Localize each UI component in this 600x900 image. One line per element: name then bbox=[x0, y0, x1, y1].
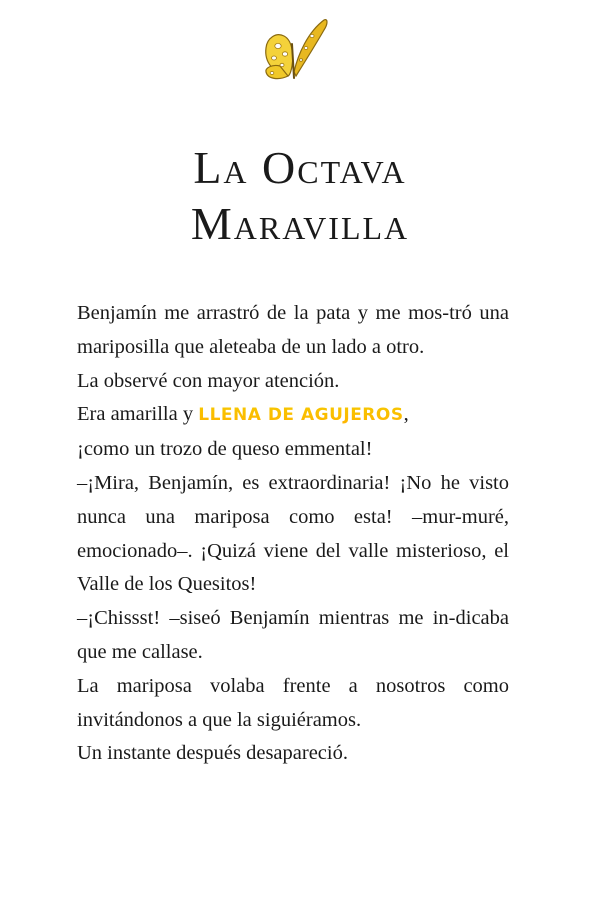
paragraph-2: La observé con mayor atención. bbox=[77, 369, 340, 392]
paragraph-8: Un instante después desapareció. bbox=[77, 742, 348, 765]
chapter-body bbox=[77, 297, 509, 771]
chapter-title-line-2: Maravilla bbox=[190, 198, 410, 249]
paragraph-6: –¡Chissst! –siseó Benjamín mientras me in-dicaba que me callase. bbox=[77, 607, 509, 663]
chapter-title bbox=[0, 140, 600, 252]
paragraph-4: ¡como un trozo de queso emmental! bbox=[77, 438, 373, 461]
paragraph-3 bbox=[77, 398, 509, 433]
paragraph-5: –¡Mira, Benjamín, es extraordinaria! ¡No he visto nunca una mariposa como esta! –mur-muré, emocionado–. ¡Quizá viene del valle misterioso, el Valle de los Quesitos! bbox=[77, 471, 509, 596]
chapter-title-line-1: La Octava bbox=[193, 142, 407, 193]
paragraph-3-text: Era amarilla y bbox=[77, 403, 199, 426]
highlighted-phrase: LLENA DE AGUJEROS bbox=[198, 405, 404, 426]
paragraph-7: La mariposa volaba frente a nosotros como invitándonos a que la siguiéramos. bbox=[77, 674, 509, 731]
paragraph-3-end: , bbox=[403, 403, 409, 426]
butterfly-icon bbox=[258, 14, 330, 84]
paragraph-1: Benjamín me arrastró de la pata y me mos-tró una mariposilla que aleteaba de un lado a otro. bbox=[77, 302, 509, 358]
